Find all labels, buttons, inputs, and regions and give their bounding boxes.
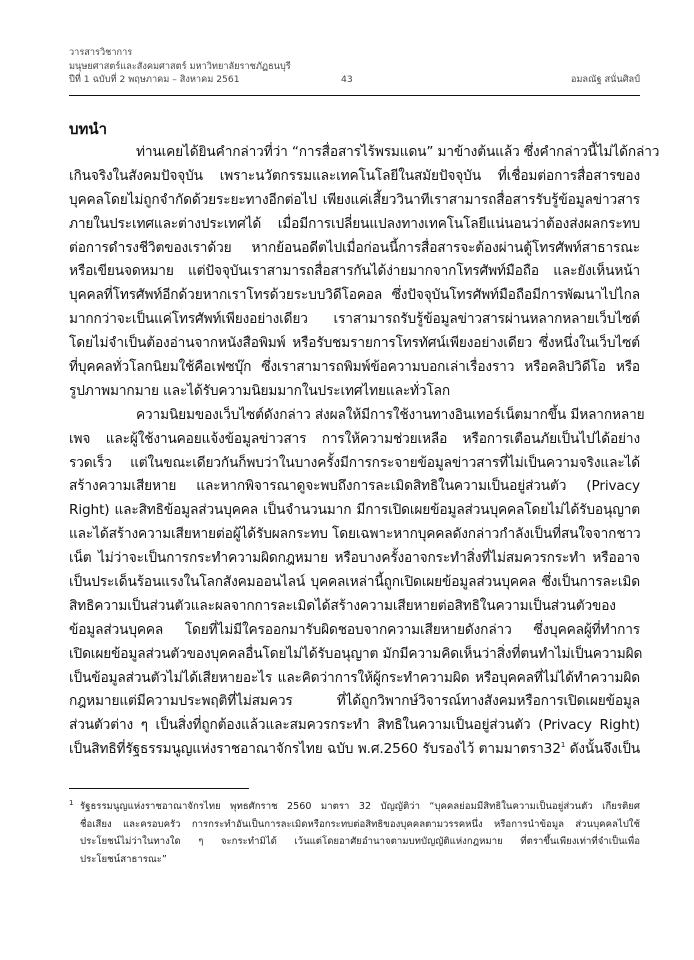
body-line: รวดเร็ว แต่ในขณะเดียวกันก็พบว่าในบางครั้งมีการกระจายข้อมูลข่าวสารที่ไม่เป็นความจริงและได้ [69,454,640,471]
body-line: ความนิยมของเว็บไซต์ดังกล่าว ส่งผลให้มีการใช้งานทางอินเทอร์เน็ตมากขึ้น มีหลากหลาย [136,406,645,423]
body-line: ข้อมูลส่วนบุคคล โดยที่ไม่มีใครออกมารับผิดชอบจากความเสียหายดังกล่าว ซึ่งบุคคลผู้ที่ทำการ [69,621,640,638]
footnote-divider [69,788,249,789]
body-line: สร้างความเสียหาย และหากพิจารณาดูจะพบถึงการละเมิดสิทธิในความเป็นอยู่ส่วนตัว (Privacy [69,478,640,495]
footnote-line: ประโยชน์สาธารณะ” [80,853,167,865]
body-line: บุคคลโดยไม่ถูกจำกัดด้วยระยะทางอีกต่อไป เพียงแค่เสี้ยววินาทีเราสามารถสื่อสารรับรู้ข้อมูลข่าวสาร [69,191,640,208]
body-line: สิทธิความเป็นส่วนตัวและผลจากการละเมิดได้สร้างความเสียหายต่อสิทธิในความเป็นส่วนตัวของ [69,597,616,614]
body-line: เป็นข้อมูลส่วนตัวไม่ได้เสียหายอะไร และคิดว่าการให้ผู้กระทำความผิด หรือบุคคลที่ไม่ได้ทำความผิด [69,669,640,686]
footnote-line: ชื่อเสียง และครอบครัว การกระทำอันเป็นการละเมิดหรือกระทบต่อสิทธิของบุคคลตามวรรคหนึ่ง หรือการนำข้อมูล ส่วนบุคคลไปใช้ [80,818,640,830]
body-line: โดยไม่จำเป็นต้องอ่านจากหนังสือพิมพ์ หรือรับชมรายการโทรทัศน์เพียงอย่างเดียว ซึ่งหนึ่งในเว็บไซต์ [69,335,640,352]
journal-faculty: มนุษยศาสตร์และสังคมศาสตร์ มหาวิทยาลัยราชภัฏธนบุรี [69,60,291,72]
body-text: เป็นสิทธิที่รัฐธรรมนูญแห่งราชอาณาจักรไทย ฉบับ พ.ศ.2560 รับรองไว้ ตามมาตรา32 [69,741,561,758]
body-line: กฎหมายแต่มีความประพฤติที่ไม่สมควร ที่ได้ถูกวิพากษ์วิจารณ์ทางสังคมหรือการเปิดเผยข้อมูล [69,693,640,710]
body-line: เพจ และผู้ใช้งานคอยแจ้งข้อมูลข่าวสาร การให้ความช่วยเหลือ หรือการเตือนภัยเป็นไปได้อย่าง [69,430,640,447]
body-line: ท่านเคยได้ยินคำกล่าวที่ว่า “การสื่อสารไร้พรมแดน” มาข้างต้นแล้ว ซึ่งคำกล่าวนี้ไม่ได้กล่าว [136,144,660,160]
running-header [69,46,640,87]
journal-issue: ปีที่ 1 ฉบับที่ 2 พฤษภาคม – สิงหาคม 2561 [69,74,240,85]
section-title: บทนำ [69,120,108,138]
footnote-reference[interactable]: 1 [560,741,566,750]
author-name: อมลณัฐ สนั่นศิลป์ [570,74,640,85]
body-line: เน็ต ไม่ว่าจะเป็นการกระทำความผิดกฎหมาย หรือบางครั้งอาจกระทำสิ่งที่ไม่สมควรกระทำ หรืออาจ [69,550,640,567]
body-line: ที่บุคคลทั่วโลกนิยมใช้คือเฟซบุ๊ก ซึ่งเราสามารถพิมพ์ข้อความบอกเล่าเรื่องราว หรือคลิปวิดีโอ หรือ [69,359,640,376]
body-line: เป็นประเด็นร้อนแรงในโลกสังคมออนไลน์ บุคคลเหล่านี้ถูกเปิดเผยข้อมูลส่วนบุคคล ซึ่งเป็นการละเมิด [69,574,640,591]
page-number: 43 [341,74,353,85]
body-line: ส่วนตัวต่าง ๆ เป็นสิ่งที่ถูกต้องแล้วและสมควรกระทำ สิทธิในความเป็นอยู่ส่วนตัว (Privacy Right) [69,717,640,734]
body-text: ดังนั้นจึงเป็น [565,741,640,758]
paragraph-2 [69,404,645,762]
journal-name: วารสารวิชาการ [69,47,133,58]
body-line: หรือเขียนจดหมาย แต่ปัจจุบันเราสามารถสื่อสารกันได้ง่ายมากจากโทรศัพท์มือถือ และยังเห็นหน้า [69,263,640,280]
paragraph-1 [69,141,660,404]
footnote-line: ประโยชน์ไม่ว่าในทางใด ๆ จะกระทำมิได้ เว้นแต่โดยอาศัยอำนาจตามบทบัญญัติแห่งกฎหมาย ที่ตราขึ้นเพียงเท่าที่จำเป็นเพื่อ [80,836,640,848]
body-line: รูปภาพมากมาย และได้รับความนิยมมากในประเทศไทยและทั่วโลก [69,382,451,399]
body-line: และได้สร้างความเสียหายต่อผู้ได้รับผลกระทบ โดยเฉพาะหากบุคคลดังกล่าวกำลังเป็นที่สนใจจากชาว [69,526,641,543]
body-line-with-footnote-ref [69,738,640,762]
footnote-number: 1 [69,799,74,807]
footnote-line: รัฐธรรมนูญแห่งราชอาณาจักรไทย พุทธศักราช 2560 มาตรา 32 บัญญัติว่า “บุคคลย่อมมีสิทธิในความเป็นอยู่ส่วนตัว เกียรติยศ [80,801,640,812]
body-line: ต่อการดำรงชีวิตของเราด้วย หากย้อนอดีตไปเมื่อก่อนนี้การสื่อสารจะต้องผ่านตู้โทรศัพท์สาธารณะ [69,239,640,256]
body-line: เปิดเผยข้อมูลส่วนตัวของบุคคลอื่นโดยไม่ได้รับอนุญาต มักมีความคิดเห็นว่าสิ่งที่ตนทำไม่เป็นความผิด [69,645,643,662]
body-line: เกินจริงในสังคมปัจจุบัน เพราะนวัตกรรมและเทคโนโลยีในสมัยปัจจุบัน ที่เชื่อมต่อการสื่อสารของ [69,167,640,184]
header-divider [69,95,640,96]
body-line: มากกว่าจะเป็นแค่โทรศัพท์เพียงอย่างเดียว เราสามารถรับรู้ข้อมูลข่าวสารผ่านหลากหลายเว็บไซต์ [69,311,640,328]
main-content [69,118,660,762]
footnote [69,798,640,868]
header-issue-row [69,73,640,87]
body-line: บุคคลที่โทรศัพท์อีกด้วยหากเราโทรด้วยระบบวิดีโอคอล ซึ่งปัจจุบันโทรศัพท์มือถือมีการพัฒนาไปไกล [69,287,640,304]
body-line: Right) และสิทธิข้อมูลส่วนบุคคล เป็นจำนวนมาก มีการเปิดเผยข้อมูลส่วนบุคคลโดยไม่ได้รับอนุญาต [69,502,640,519]
body-line: ภายในประเทศและต่างประเทศได้ เมื่อมีการเปลี่ยนแปลงทางเทคโนโลยีแน่นอนว่าต้องส่งผลกระทบ [69,215,640,232]
